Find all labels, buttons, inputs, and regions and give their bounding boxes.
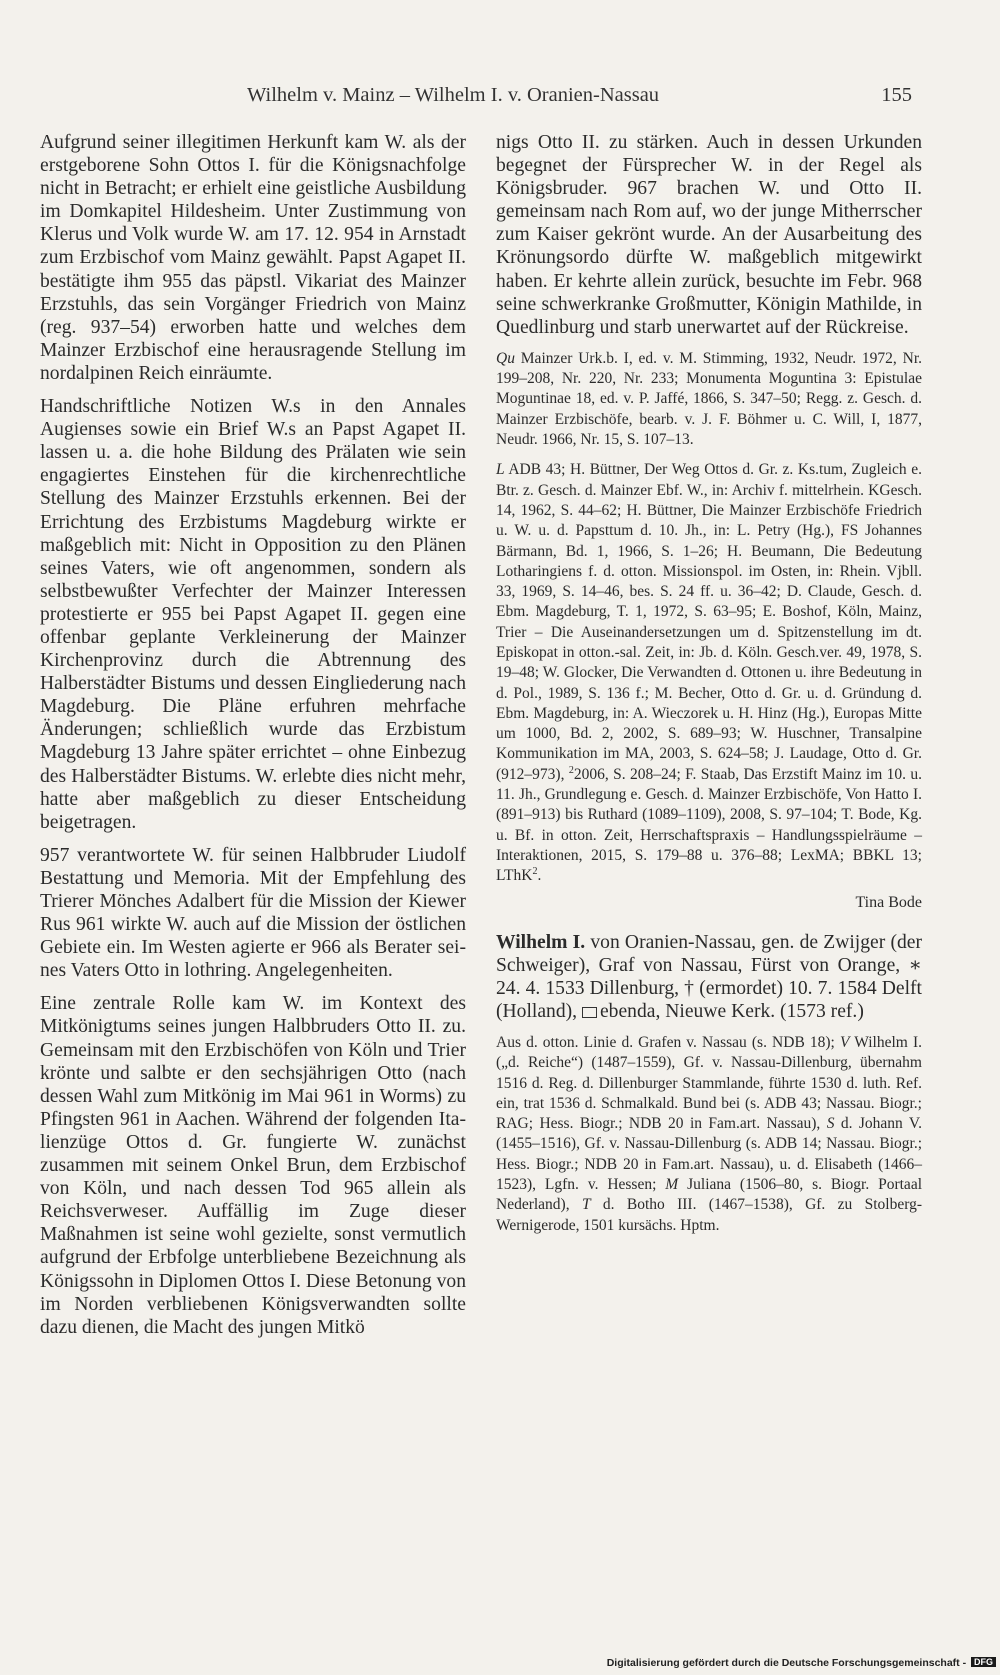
paragraph: Eine zentrale Rolle kam W. im Kontext des Mitkönigtums seines jungen Halbbruders Otto II. zu. Gemeinsam mit den Erzbischöfen von Köln und Trier krönte und salbte er den sechsjährigen Otto (nach dessen Wahl zum Mitkönig im Mai 961 in Worms) zu Pfingsten 961 in Aachen. Während der folgenden Italienzüge Ottos d. Gr. fungierte W. zunächst zusammen mit seinem Onkel Brun, dem Erzbischof von Köln, und nach dessen Tod 965 allein als Reichsverweser. Auffällig im Zuge dieser Maßnahmen ist seine wohl gezielte, sonst vermutlich aufgrund der Erbfolge unterbliebene Bezeichnung als Königssohn in Diplomen Ottos I. Diese Betonung von im Norden verbliebenen Königsverwandten sollte dazu dienen, die Macht des jungen Mitkö	[40, 993, 466, 1338]
literature-text: 2006, S. 208–24; F. Staab, Das Erzstift Mainz im 10. u. 11. Jh., Grundlegung e. Gesch. d. Mainzer Erzbischöfe, Von Hatto I. (891–913) bis Ruthard (1089–1109), 2008, S. 97–104; T. Bode, Kg. u. Bf. in otton. Zeit, Herrschaftspraxis – Handlungsspielräume – Interaktionen, 2015, S. 179–88 u. 376–88; LexMA; BBKL 13; LThK	[496, 765, 922, 885]
dfg-logo: DFG	[971, 1657, 996, 1667]
son-label: S	[826, 1115, 835, 1133]
father-label: V	[839, 1033, 850, 1051]
literature-section	[496, 460, 922, 886]
genealogy-text: d. Johann V. (1455–1516), Gf. v. Nassau-Dillenburg (s. ADB 14; Nassau. Biogr.; Hess. Biogr.; NDB 20 in Fam.art. Nassau), u. d. Elisabeth (1466–1523), Lgfn. v. Hessen;	[496, 1115, 923, 1194]
genealogy-text: Aus d. otton. Linie d. Grafen v. Nassau (s. NDB 18);	[496, 1033, 840, 1051]
sources-section	[496, 349, 922, 450]
author-signature: Tina Bode	[855, 893, 922, 911]
genealogy-text: Wilhelm I. („d. Reiche“) (1487–1559), Gf. v. Nassau-Dillenburg, übernahm 1516 d. Reg. d. Dillenburger Stammlande, führte 1530 d. luth. Ref. ein, trat 1536 d. Schmalkald. Bund bei (s. ADB 43; Nassau. Biogr.; RAG; Hess. Biogr.; NDB 20 in Fam.art. Nassau),	[496, 1033, 922, 1133]
literature-label: L	[496, 461, 505, 479]
mother-label: M	[665, 1176, 679, 1194]
edition-superscript: 2	[532, 866, 538, 878]
running-head: Wilhelm v. Mainz – Wilhelm I. v. Oranien-Nassau	[247, 84, 660, 106]
page-header	[40, 84, 912, 114]
digitization-footer	[607, 1657, 996, 1669]
sources-text: Mainzer Urk.b. I, ed. v. M. Stimming, 1932, Neudr. 1972, Nr. 199–208, Nr. 220, Nr. 233; Monumenta Moguntina 3: Epistulae Moguntinae 18, ed. v. P. Jaffé, 1866, S. 347–50; Regg. z. Gesch. d. Mainzer Erzbischöfe, bearb. v. J. F. Böhmer u. C. Will, I, 1877, Neudr. 1966, Nr. 15, S. 107–13.	[496, 349, 922, 449]
edition-superscript: 2	[568, 764, 574, 776]
literature-text: .	[537, 867, 542, 885]
left-column	[40, 131, 466, 1349]
paragraph: nigs Otto II. zu stärken. Auch in dessen Urkunden begegnet der Fürsprecher W. in der Regel als Königsbruder. 967 brachen W. und Otto II. gemeinsam nach Rom auf, wo der junge Mitherrscher zum Kaiser gekrönt wurde. An der Ausarbeitung des Krönungsordo dürfte W. maßgeblich mitgewirkt haben. Er kehrte allein zurück, besuchte im Febr. 968 seine schwerkranke Großmutter, Königin Mathilde, in Quedlinburg und starb unerwartet auf der Rückreise.	[496, 132, 922, 338]
genealogy-section	[496, 1033, 922, 1236]
literature-text: ADB 43; H. Büttner, Der Weg Ottos d. Gr. z. Ks.tum, Zugleich e. Btr. z. Gesch. d. Mainzer Ebf. W., in: Archiv f. mittelrhein. KGesch. 14, 1962, S. 44–62; H. Büttner, Die Mainzer Erzbischöfe Friedrich u. W. u. d. Papsttum d. 10. Jh., in: L. Petry (Hg.), FS Johannes Bärmann, Bd. 1, 1966, S. 1–26; H. Beumann, Die Bedeutung Lotharingiens f. d. otton. Missionspol. im Osten, in: Rhein. Vjbll. 33, 1969, S. 14–46, bes. S. 24 ff. u. 36–42; D. Claude, Gesch. d. Ebm. Magdeburg, T. 1, 1972, S. 63–95; E. Boshof, Köln, Mainz, Trier – Die Auseinandersetzungen um d. Spitzenstellung im dt. Episkopat in otton.-sal. Zeit, in: Jb. d. Köln. Gesch.ver. 49, 1978, S. 19–48; W. Glocker, Die Verwandten d. Ottonen u. ihre Bedeutung in d. Pol., 1989, S. 136 f.; M. Becher, Otto d. Gr. u. d. Gründung d. Ebm. Magdeburg, in: A. Wieczorek u. H. Hinz (Hg.), Europas Mitte um 1000, Bd. 2, 2002, S. 689–93; W. Huschner, Transalpine Kommunikation im MA, 2003, S. 624–58; J. Laudage, Otto d. Gr. (912–973),	[496, 461, 922, 783]
daughter-label: T	[581, 1196, 591, 1214]
right-column	[496, 131, 922, 1246]
genealogy-text: Juliana (1506–80, s. Biogr. Portaal Nederland),	[496, 1176, 922, 1214]
footer-text: Digitalisierung gefördert durch die Deutsche Forschungsgemeinschaft -	[606, 1657, 967, 1669]
sources-label: Qu	[496, 349, 515, 367]
entry-heading-text: von Oranien-Nassau, gen. de Zwijger (der Schweiger), Graf von Nassau, Fürst von Orange, ∗ 24. 4. 1533 Dillenburg, † (ermordet) 10. 7. 1584 Delft (Holland),	[496, 931, 922, 1022]
entry-heading	[496, 931, 922, 1023]
paragraph: Handschriftliche Notizen W.s in den Annales Augienses sowie ein Brief W.s an Papst Agapet II. lassen u. a. die hohe Bildung des Prälaten wie sein engagiertes Einstehen für die kirchenrechtliche Stellung des Mainzer Erzstuhls erkennen. Bei der Errichtung des Erzbistums Magdeburg wirkte er maßgeblich mit: Nicht in Opposition zu den Plänen seines Vaters, wie oft angenommen, sondern als selbstbewußter Verfechter der Mainzer Interessen protestierte er 955 bei Papst Agapet II. gegen eine offenbar geplante Verkleinerung der Mainzer Kirchenprovinz durch die Abtrennung des Halberstädter Bistums und dessen Eingliederung nach Magdeburg. Die Pläne erfuhren mehrfache Änderungen; schließlich wurde das Erzbistum Magdeburg 13 Jahre später errichtet – ohne Einbezug des Halberstädter Bistums. W. erlebte dies nicht mehr, hatte aber maßgeblich zu dieser Entscheidung beigetragen.	[40, 396, 466, 833]
entry-heading-text: ebenda, Nieuwe Kerk. (1573 ref.)	[599, 1000, 864, 1022]
grave-icon	[582, 1007, 597, 1018]
page-number: 155	[881, 84, 912, 106]
paragraph: Aufgrund seiner illegitimen Herkunft kam W. als der erstgeborene Sohn Ottos I. für die Königsnachfolge nicht in Betracht; er erhielt eine geistliche Ausbildung im Domkapitel Hildesheim. Unter Zustimmung von Klerus und Volk wurde W. am 17. 12. 954 in Arnstadt zum Erzbischof vom Mainz gewählt. Papst Agapet II. bestätigte ihm 955 das päpstl. Vikariat des Mainzer Erzstuhls, das sein Vorgänger Friedrich von Mainz (reg. 937–54) erworben hatte und welches dem Mainzer Erzbischof eine herausragende Stellung im nordalpinen Reich einräumte.	[40, 132, 466, 384]
genealogy-text: d. Botho III. (1467–1538), Gf. zu Stolberg-Wernigerode, 1501 kursächs. Hptm.	[496, 1196, 923, 1234]
paragraph: 957 verantwortete W. für seinen Halbbruder Liudolf Bestattung und Memoria. Mit der Empfehlung des Trierer Mönches Adalbert für die Mission der Kiewer Rus 961 wirkte W. auch auf die Mission der östlichen Gebiete ein. Im Westen agierte er 966 als Berater seines Vaters Otto in lothring. Angelegenheiten.	[40, 844, 466, 982]
entry-name: Wilhelm I.	[496, 931, 586, 953]
